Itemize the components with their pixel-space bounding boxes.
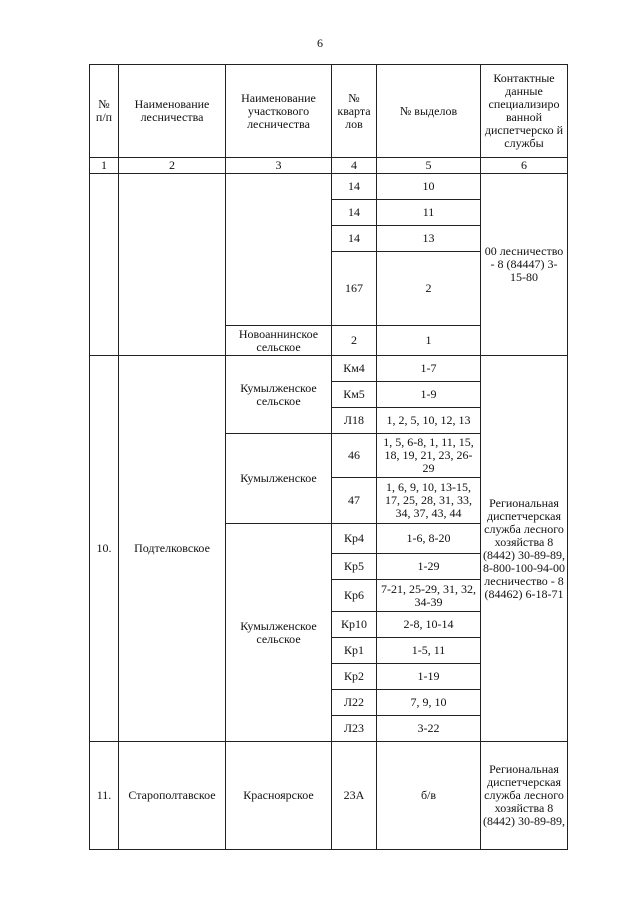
cell-plots: 7, 9, 10 [377,690,481,716]
cell-contact: Региональная диспетчерская служба лесного хозяйства 8 (8442) 30-89-89, [481,742,568,850]
cell-plots: 7-21, 25-29, 31, 32, 34-39 [377,580,481,612]
cell-num: 11. [90,742,119,850]
col-number: 6 [481,158,568,174]
col-number: 4 [332,158,377,174]
cell-plots: 2-8, 10-14 [377,612,481,638]
cell-district: Красноярское [226,742,332,850]
header-quarter: № кварта лов [332,65,377,158]
header-district: Наименование участкового лесничества [226,65,332,158]
table-row [90,742,568,850]
cell-quarter: 167 [332,252,377,326]
cell-plots: 11 [377,200,481,226]
cell-district: Кумылженское сельское [226,356,332,434]
column-number-row [90,158,568,174]
cell-quarter: Кр4 [332,524,377,554]
col-number: 1 [90,158,119,174]
header-num: № п/п [90,65,119,158]
forestry-table [89,64,568,850]
cell-quarter: 23А [332,742,377,850]
header-plots: № выделов [377,65,481,158]
cell-plots: 1-5, 11 [377,638,481,664]
cell-quarter: Кр10 [332,612,377,638]
cell-plots: 1-6, 8-20 [377,524,481,554]
cell-plots: 1, 6, 9, 10, 13-15, 17, 25, 28, 31, 33, 34, 37, 43, 44 [377,478,481,524]
table-row [90,174,568,200]
cell-district-empty [226,174,332,326]
cell-num: 10. [90,356,119,742]
cell-forestry-empty [119,174,226,356]
header-forestry: Наименование лесничества [119,65,226,158]
cell-district: Кумылженское [226,434,332,524]
cell-plots: 10 [377,174,481,200]
cell-quarter: Кр6 [332,580,377,612]
col-number: 3 [226,158,332,174]
header-contacts: Контактные данные специализиро ванной диспетчерско й службы [481,65,568,158]
cell-quarter: 14 [332,200,377,226]
table-row [90,356,568,382]
cell-contact: 00 лесничество - 8 (84447) 3-15-80 [481,174,568,356]
cell-plots: б/в [377,742,481,850]
cell-num-empty [90,174,119,356]
cell-plots: 1-9 [377,382,481,408]
cell-plots: 1, 2, 5, 10, 12, 13 [377,408,481,434]
cell-plots: 2 [377,252,481,326]
cell-quarter: Л23 [332,716,377,742]
cell-quarter: Кр2 [332,664,377,690]
cell-plots: 13 [377,226,481,252]
cell-quarter: 46 [332,434,377,478]
cell-plots: 3-22 [377,716,481,742]
cell-plots: 1-29 [377,554,481,580]
cell-quarter: Кр5 [332,554,377,580]
page-number: 6 [317,36,323,50]
cell-quarter: Км4 [332,356,377,382]
cell-forestry: Старополтавское [119,742,226,850]
cell-quarter: Км5 [332,382,377,408]
cell-forestry: Подтелковское [119,356,226,742]
cell-plots: 1-19 [377,664,481,690]
cell-quarter: 14 [332,174,377,200]
cell-quarter: 2 [332,326,377,356]
cell-district: Новоаннинское сельское [226,326,332,356]
cell-quarter: Кр1 [332,638,377,664]
cell-plots: 1-7 [377,356,481,382]
cell-quarter: 47 [332,478,377,524]
cell-contact: Региональная диспетчерская служба лесного хозяйства 8 (8442) 30-89-89, 8-800-100-94-00 лесничество - 8 (84462) 6-18-71 [481,356,568,742]
col-number: 5 [377,158,481,174]
header-row [90,65,568,158]
cell-plots: 1, 5, 6-8, 1, 11, 15, 18, 19, 21, 23, 26-29 [377,434,481,478]
cell-plots: 1 [377,326,481,356]
cell-quarter: Л18 [332,408,377,434]
col-number: 2 [119,158,226,174]
cell-quarter: 14 [332,226,377,252]
cell-quarter: Л22 [332,690,377,716]
cell-district: Кумылженское сельское [226,524,332,742]
